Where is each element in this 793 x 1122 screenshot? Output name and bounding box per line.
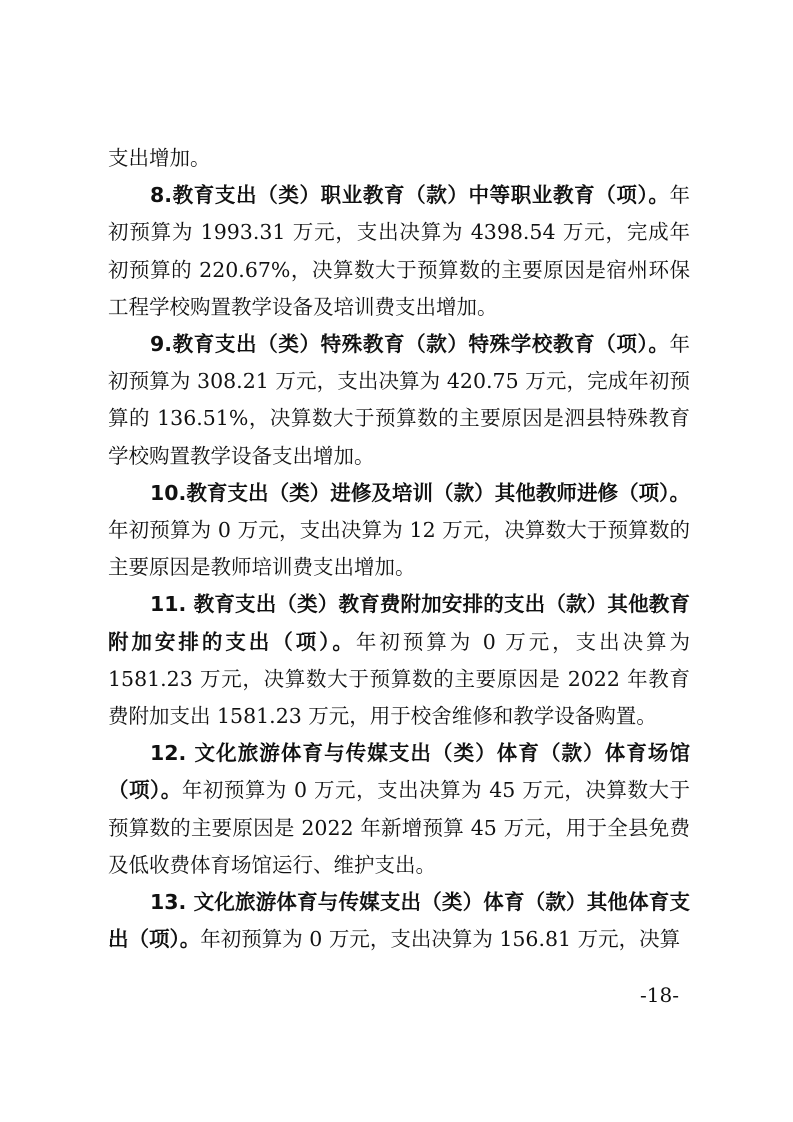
- paragraph-heading: 9.教育支出（类）特殊教育（款）特殊学校教育（项）。: [150, 332, 670, 357]
- page-number: -18-: [640, 983, 679, 1007]
- paragraph-9: [108, 326, 690, 475]
- paragraph-10: [108, 475, 690, 587]
- paragraph-heading: 10.教育支出（类）进修及培训（款）其他教师进修（项）。: [150, 480, 690, 505]
- paragraph-8: [108, 177, 690, 326]
- paragraph-13: [108, 884, 690, 958]
- paragraph-text: 年初预算为 0 万元，支出决算为 156.81 万元，决算: [200, 927, 681, 952]
- paragraph-text: 年初预算为 308.21 万元，支出决算为 420.75 万元，完成年初预算的 136.51%，决算数大于预算数的主要原因是泗县特殊教育学校购置教学设备支出增加。: [108, 332, 690, 468]
- paragraph-heading: 11. 教育支出（类）教育费附加安排的支出（款）其他教育附加安排的支出（项）。: [108, 592, 690, 654]
- paragraph-text: 年初预算为 0 万元，支出决算为 45 万元，决算数大于预算数的主要原因是 2022 年新增预算 45 万元，用于全县免费及低收费体育场馆运行、维护支出。: [108, 778, 690, 877]
- paragraph-heading: 8.教育支出（类）职业教育（款）中等职业教育（项）。: [150, 183, 670, 208]
- paragraph-text: 年初预算为 1993.31 万元，支出决算为 4398.54 万元，完成年初预算的 220.67%，决算数大于预算数的主要原因是宿州环保工程学校购置教学设备及培训费支出增加。: [108, 183, 690, 319]
- paragraph-text: 年初预算为 0 万元，支出决算为 1581.23 万元，决算数大于预算数的主要原因是 2022 年教育费附加支出 1581.23 万元，用于校舍维修和教学设备购置。: [108, 629, 691, 729]
- paragraph-heading: 12. 文化旅游体育与传媒支出（类）体育（款）体育场馆（项）。: [108, 741, 690, 803]
- paragraph-text: 支出增加。: [108, 146, 211, 170]
- paragraph-12: [108, 735, 690, 884]
- paragraph-text: 年初预算为 0 万元，支出决算为 12 万元，决算数大于预算数的主要原因是教师培训费支出增加。: [108, 518, 690, 580]
- paragraph-0: [108, 140, 690, 177]
- document-body: [108, 140, 690, 958]
- paragraph-11: [108, 586, 690, 735]
- paragraph-heading: 13. 文化旅游体育与传媒支出（类）体育（款）其他体育支出（项）。: [108, 890, 690, 952]
